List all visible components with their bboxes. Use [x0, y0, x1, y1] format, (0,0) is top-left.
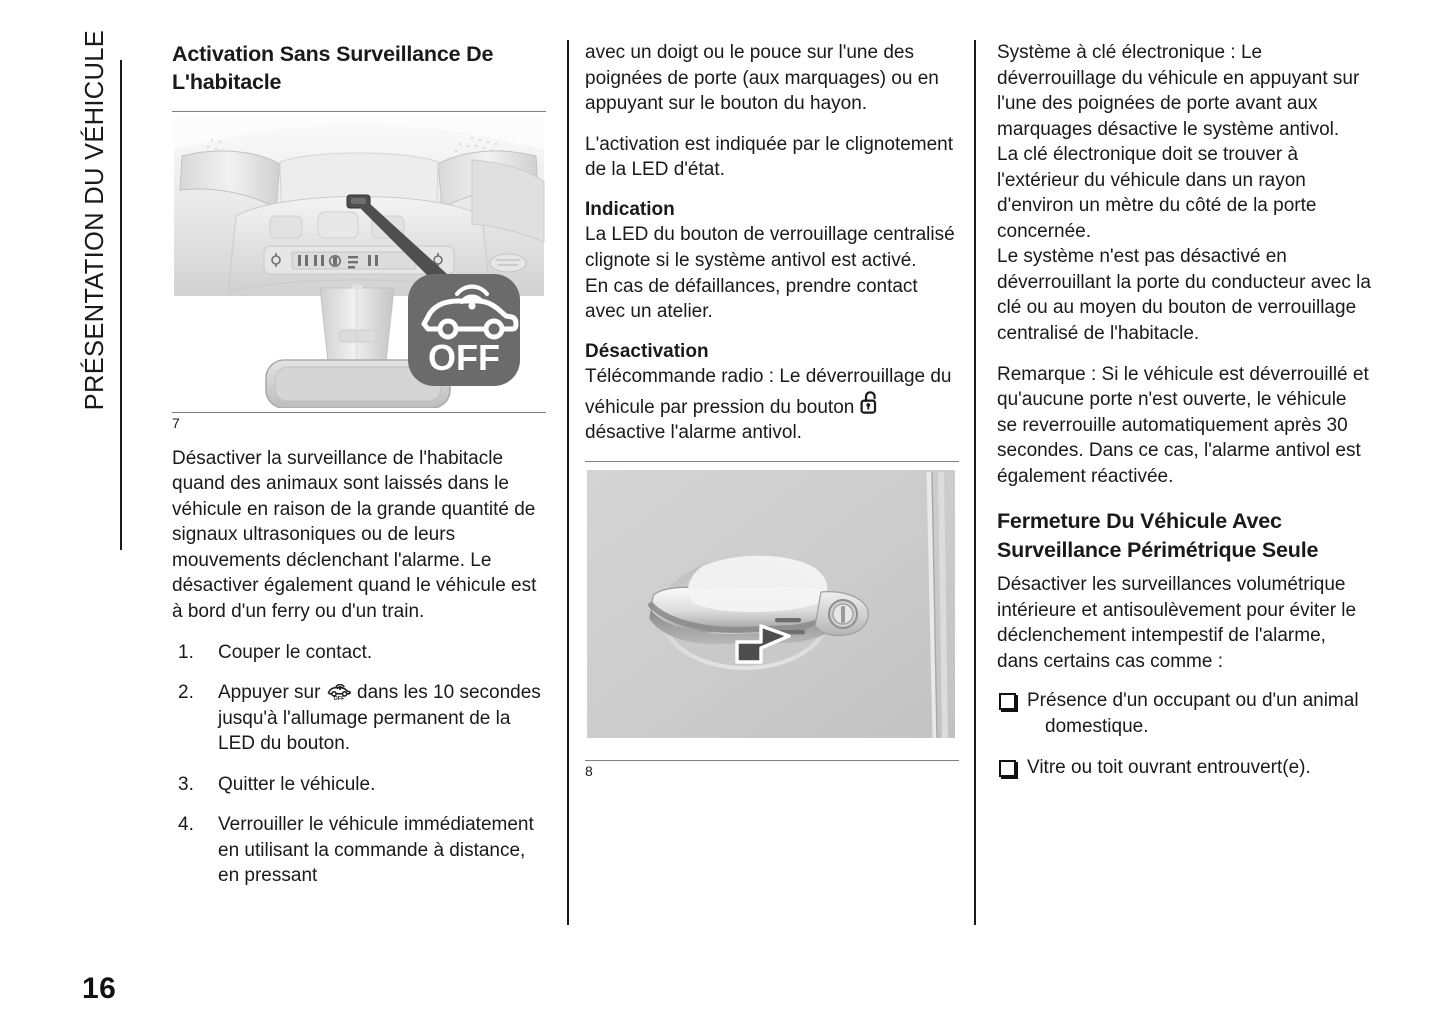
bullet-text: Présence d'un occupant ou d'un animal domestique. — [1027, 690, 1359, 737]
conditions-list — [997, 688, 1371, 781]
remark-paragraph: Remarque : Si le véhicule est déverrouillé et qu'aucune porte n'est ouverte, le véhicule se reverrouille automatiquement après 30 secondes. Dans ce cas, l'alarme antivol est également réactivée. — [997, 363, 1369, 487]
closing-heading: Fermeture Du Véhicule Avec Surveillance Périmétrique Seule — [997, 509, 1319, 562]
figure-7-caption: 7 — [172, 414, 180, 431]
page-number: 16 — [82, 972, 117, 1005]
list-item — [172, 772, 546, 798]
figure-8-caption: 8 — [585, 762, 593, 779]
list-item — [172, 812, 546, 889]
closing-paragraph: Désactiver les surveillances volumétrique intérieure et antisoulèvement pour éviter le déclenchement intempestif de l'alarme, dans certains cas comme : — [997, 574, 1357, 672]
step-text: Verrouiller le véhicule immédiatement en utilisant la commande à distance, en pressant — [218, 814, 534, 887]
list-item — [997, 688, 1371, 739]
intro-paragraph: Désactiver la surveillance de l'habitacle quand des animaux sont laissés dans le véhicule en raison de la grande quantité de signaux ultrasoniques ou de leurs mouvements déclenchant l'alarme. Le désactiver également quand le véhicule est à bord d'un ferry ou d'un train. — [172, 447, 537, 623]
square-bullet-icon — [999, 760, 1016, 777]
figure-8-top-rule — [585, 461, 959, 462]
column-divider-right — [974, 40, 976, 925]
figure-7 — [172, 111, 546, 430]
step-number: 1. — [178, 641, 194, 663]
continuation-paragraph: avec un doigt ou le pouce sur l'une des poignées de porte (aux marquages) ou en appuyant sur le bouton du hayon. — [585, 42, 939, 115]
activation-paragraph: L'activation est indiquée par le clignotement de la LED d'état. — [585, 133, 954, 181]
left-column — [172, 40, 546, 904]
indication-paragraph-2: En cas de défaillances, prendre contact avec un atelier. — [585, 275, 918, 323]
bullet-text: Vitre ou toit ouvrant entrouvert(e). — [1027, 757, 1311, 779]
car-monitoring-off-icon — [326, 684, 352, 701]
square-bullet-icon — [999, 693, 1016, 710]
figure-8-bottom-rule — [585, 760, 959, 761]
key-location-paragraph: La clé électronique doit se trouver à l'extérieur du véhicule dans un rayon d'environ un mètre du côté de la porte concernée. — [997, 144, 1317, 242]
deactivation-paragraph — [585, 364, 959, 446]
figure-7-bottom-rule — [172, 412, 546, 413]
step-number: 4. — [178, 814, 194, 836]
unlock-padlock-icon — [860, 390, 880, 416]
step-number: 2. — [178, 682, 194, 704]
step-text: Couper le contact. — [218, 641, 373, 663]
chapter-tab-rule — [120, 60, 122, 550]
step-number: 3. — [178, 773, 194, 795]
page-title: Activation Sans Surveillance De L'habitacle — [172, 42, 494, 95]
svg-text:OFF: OFF — [333, 696, 345, 702]
deactivation-heading: Désactivation — [585, 340, 709, 362]
not-deactivated-paragraph: Le système n'est pas désactivé en déverrouillant la porte du conducteur avec la clé ou au moyen du bouton de verrouillage centralisé de l'habitacle. — [997, 246, 1371, 345]
overhead-console-illustration — [172, 116, 546, 408]
right-column — [997, 40, 1371, 797]
chapter-label: PRÉSENTATION DU VÉHICULE — [80, 30, 109, 411]
figure-8 — [585, 461, 959, 778]
middle-column — [585, 40, 959, 794]
indication-paragraph-1: La LED du bouton de verrouillage centralisé clignote si le système antivol est activé. — [585, 224, 955, 271]
list-item — [997, 755, 1371, 781]
list-item — [172, 680, 546, 757]
list-item — [172, 640, 546, 666]
step-text-before-icon: Appuyer sur — [218, 682, 326, 704]
column-divider-left — [567, 40, 569, 925]
step-text-after-icon: dans les 10 secondes jusqu'à l'allumage permanent de la LED du bouton. — [218, 682, 541, 755]
door-handle-illustration — [585, 466, 959, 756]
deactivation-text-after-icon: désactive l'alarme antivol. — [585, 422, 802, 444]
indication-heading: Indication — [585, 198, 675, 220]
key-system-paragraph: Système à clé électronique : Le déverrouillage du véhicule en appuyant sur l'une des poignées de porte avant aux marquages désactive le système antivol. — [997, 42, 1360, 140]
deactivation-text-before-icon: Télécommande radio : Le déverrouillage du véhicule par pression du bouton — [585, 366, 952, 418]
procedure-list — [172, 640, 546, 889]
off-badge-label: OFF — [428, 336, 500, 378]
step-text: Quitter le véhicule. — [218, 773, 376, 795]
figure-7-top-rule — [172, 111, 546, 112]
chapter-side-tab — [70, 30, 126, 530]
